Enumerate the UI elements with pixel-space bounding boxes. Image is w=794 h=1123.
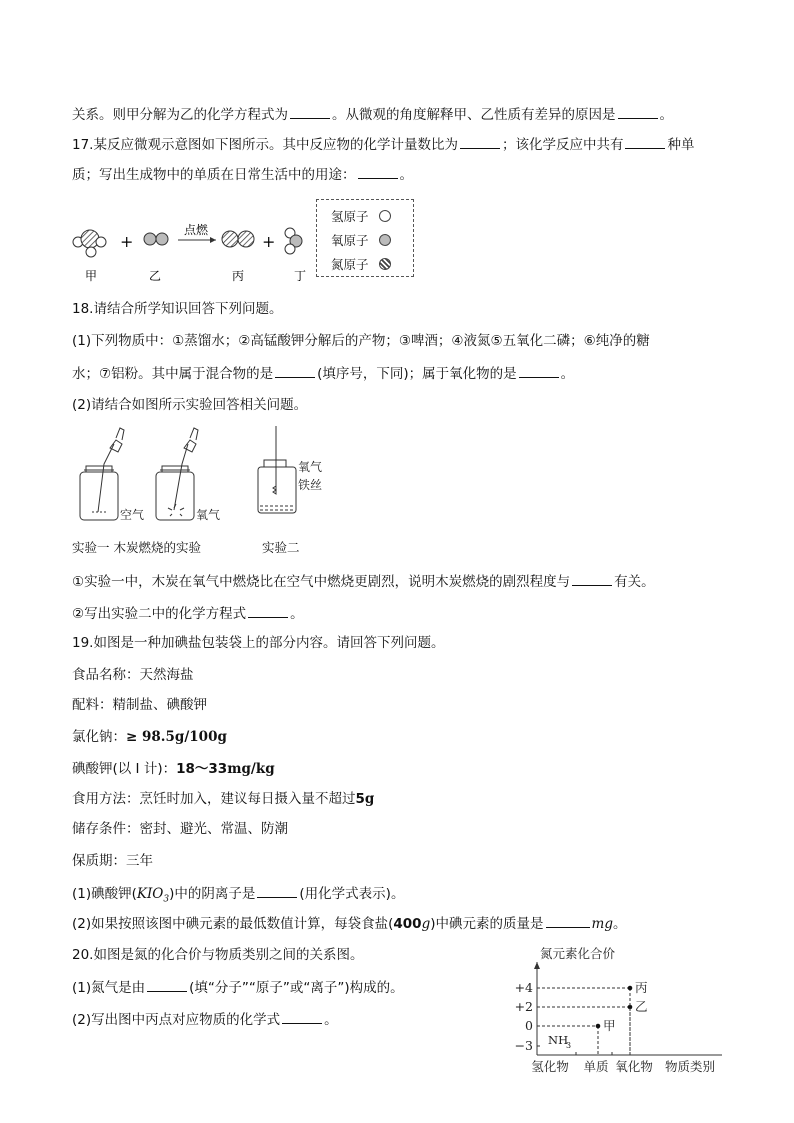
valence-chart (500, 940, 728, 1080)
label-kio3: 碘酸钾(以 I 计)：18～33mg/kg (72, 761, 275, 777)
q18-2-2: ②写出实验二中的化学方程式 。 (72, 606, 304, 622)
label-oxygen-1: 氧气 (196, 508, 221, 522)
label-food-name: 食品名称：天然海盐 (72, 667, 194, 683)
point-label-nh3-sub: 3 (566, 1041, 572, 1050)
x-category-label: 单质 (583, 1059, 609, 1074)
answer-blank[interactable] (572, 572, 612, 586)
q19-2: (2)如果按照该图中碘元素的最低数值计算，每袋食盐(400g)中碘元素的质量是 mg。 (72, 916, 627, 932)
y-tick-label: +4 (514, 980, 533, 995)
y-tick-label: −3 (514, 1038, 533, 1053)
experiment-figure (76, 424, 346, 534)
q19-1: (1)碘酸钾$(KIO_3)$中的阴离子是 (用化学式表示)。 (72, 886, 405, 905)
answer-blank[interactable] (257, 884, 297, 898)
label-iron-wire: 铁丝 (298, 478, 323, 492)
molecule-ding (285, 228, 302, 254)
answer-blank[interactable] (519, 364, 559, 378)
q18-2-heading: (2)请结合如图所示实验回答相关问题。 (72, 397, 308, 413)
caption-exp1: 实验一 木炭燃烧的实验 (72, 540, 201, 555)
x-category-label: 氢化物 (531, 1059, 569, 1074)
label-bing: 丙 (232, 269, 245, 283)
q19-heading: 19.如图是一种加碘盐包装袋上的部分内容。请回答下列问题。 (72, 635, 445, 651)
q18-1-line2: 水；⑦铝粉。其中属于混合物的是 (填序号，下同)；属于氧化物的是 。 (72, 366, 575, 382)
label-ding: 丁 (294, 269, 307, 283)
point-label: 甲 (603, 1018, 616, 1033)
answer-blank[interactable] (275, 364, 315, 378)
atom-legend (316, 199, 414, 277)
label-nacl: 氯化钠：≥ 98.5g/100g (72, 729, 227, 745)
point-label: 丙 (635, 980, 648, 995)
answer-blank[interactable] (282, 1010, 322, 1024)
x-category-label: 氧化物 (615, 1059, 653, 1074)
point-label: 乙 (635, 999, 648, 1014)
y-axis-arrow (534, 962, 540, 969)
q18-2-1: ①实验一中，木炭在氧气中燃烧比在空气中燃烧更剧烈，说明木炭燃烧的剧烈程度与 有关。 (72, 574, 655, 590)
plus-sign: + (262, 232, 276, 251)
legend-oxygen: 氧原子 (331, 231, 391, 249)
answer-blank[interactable] (625, 135, 665, 149)
point-丙 (628, 986, 633, 991)
label-shelf-life: 保质期：三年 (72, 853, 153, 869)
molecule-yi (144, 233, 168, 245)
jar-iron (258, 426, 296, 513)
legend-nitrogen: 氮原子 (331, 255, 391, 273)
q20-2: (2)写出图中丙点对应物质的化学式 。 (72, 1012, 338, 1028)
label-jia: 甲 (85, 269, 98, 283)
jar-air (80, 428, 124, 520)
q17-line1: 17.某反应微观示意图如下图所示。其中反应物的化学计量数比为 ；该化学反应中共有 种单 (72, 137, 695, 153)
legend-hydrogen: 氢原子 (331, 207, 391, 225)
point-甲 (596, 1024, 601, 1029)
answer-blank[interactable] (248, 604, 288, 618)
x-axis-title: 物质类别 (665, 1059, 716, 1074)
arrow-label: 点燃 (184, 223, 209, 237)
answer-blank[interactable] (147, 978, 187, 992)
label-storage: 储存条件：密封、避光、常温、防潮 (72, 821, 288, 837)
y-tick-label: 0 (525, 1018, 533, 1033)
q17-line2: 质；写出生成物中的单质在日常生活中的用途： 。 (72, 167, 413, 183)
answer-blank[interactable] (618, 105, 658, 119)
oxygen-atom-icon (379, 234, 391, 246)
label-oxygen-2: 氧气 (298, 460, 323, 474)
q18-heading: 18.请结合所学知识回答下列问题。 (72, 301, 283, 317)
answer-blank[interactable] (290, 105, 330, 119)
jar-oxygen (156, 428, 198, 520)
label-usage: 食用方法：烹饪时加入，建议每日摄入量不超过5g (72, 791, 375, 807)
label-yi: 乙 (149, 269, 162, 283)
y-tick-label: +2 (514, 999, 533, 1014)
y-axis-title: 氮元素化合价 (540, 946, 616, 961)
plus-sign: + (120, 232, 134, 251)
nitrogen-atom-icon (379, 258, 391, 270)
label-ingredients: 配料：精制盐、碘酸钾 (72, 697, 207, 713)
point-label-nh3: NH (548, 1033, 569, 1047)
q20-heading: 20.如图是氮的化合价与物质类别之间的关系图。 (72, 947, 364, 963)
label-air: 空气 (120, 508, 145, 522)
q20-1: (1)氮气是由 (填“分子”“原子”或“离子”)构成的。 (72, 980, 404, 996)
answer-blank[interactable] (460, 135, 500, 149)
q18-1-line1: (1)下列物质中：①蒸馏水；②高锰酸钾分解后的产物；③啤酒；④液氮⑤五氧化二磷；⑥纯净的糖 (72, 333, 650, 349)
answer-blank[interactable] (546, 914, 590, 928)
hydrogen-atom-icon (379, 210, 391, 222)
q16-tail: 关系。则甲分解为乙的化学方程式为 。从微观的角度解释甲、乙性质有差异的原因是 。 (72, 107, 673, 123)
molecule-bing (222, 231, 254, 247)
molecule-jia (73, 230, 106, 257)
answer-blank[interactable] (358, 165, 398, 179)
caption-exp2: 实验二 (262, 540, 300, 555)
reaction-diagram (66, 196, 316, 288)
